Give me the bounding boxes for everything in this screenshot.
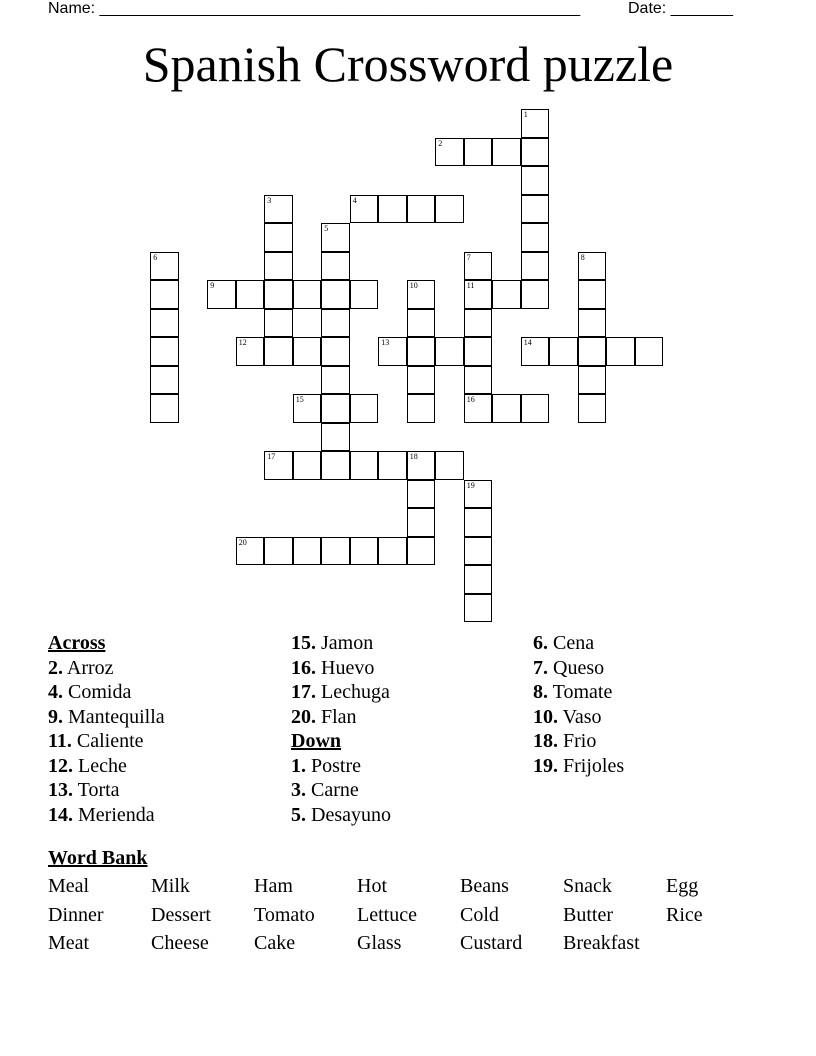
- clue-item-number: 5.: [291, 803, 306, 826]
- grid-cell[interactable]: [350, 280, 379, 309]
- clue-item-text: Mantequilla: [63, 705, 165, 728]
- clue-item-text: Torta: [73, 779, 120, 801]
- grid-cell[interactable]: [407, 480, 436, 509]
- grid-cell[interactable]: [464, 537, 493, 566]
- word-bank-item: Milk: [151, 875, 190, 897]
- clue-item-text: Arroz: [63, 656, 114, 679]
- word-bank-item: Dessert: [151, 904, 211, 926]
- grid-cell[interactable]: [521, 109, 550, 138]
- grid-cell[interactable]: [464, 280, 493, 309]
- date-field-label: Date: _______: [628, 0, 733, 17]
- word-bank-item: Custard: [460, 932, 523, 954]
- grid-cell[interactable]: [264, 309, 293, 338]
- clue-item-number: 13.: [48, 779, 73, 801]
- word-bank-item: Hot: [357, 875, 387, 897]
- clue-item-text: Tomate: [548, 681, 613, 703]
- grid-cell[interactable]: [464, 594, 493, 623]
- grid-cell[interactable]: [378, 537, 407, 566]
- word-bank-item: Snack: [563, 875, 612, 897]
- grid-cell[interactable]: [321, 309, 350, 338]
- grid-cell[interactable]: [407, 337, 436, 366]
- clue-item: [291, 680, 391, 705]
- grid-cell[interactable]: [521, 223, 550, 252]
- grid-cell[interactable]: [549, 337, 578, 366]
- grid-cell[interactable]: [578, 309, 607, 338]
- grid-cell[interactable]: [435, 195, 464, 224]
- grid-cell[interactable]: [150, 394, 179, 423]
- clue-item-text: Huevo: [316, 656, 375, 679]
- grid-cell[interactable]: [150, 309, 179, 338]
- grid-cell[interactable]: [350, 195, 379, 224]
- grid-cell[interactable]: [321, 394, 350, 423]
- clue-number: 6: [153, 252, 158, 262]
- clue-item-number: 14.: [48, 803, 73, 826]
- grid-cell[interactable]: [264, 337, 293, 366]
- grid-cell[interactable]: [578, 337, 607, 366]
- clue-number: 7: [466, 252, 471, 262]
- grid-cell[interactable]: [407, 366, 436, 395]
- clue-item-text: Lechuga: [316, 681, 390, 703]
- grid-cell[interactable]: [521, 280, 550, 309]
- word-bank-item: Cake: [254, 932, 296, 954]
- clue-item: [533, 680, 624, 705]
- clue-item-number: 12.: [48, 754, 73, 777]
- word-bank-item: Lettuce: [357, 904, 417, 926]
- word-bank-item: Beans: [460, 875, 509, 897]
- grid-cell[interactable]: [321, 223, 350, 252]
- clue-item-text: Carne: [306, 779, 359, 801]
- clue-item-number: 7.: [533, 656, 548, 679]
- grid-cell[interactable]: [521, 195, 550, 224]
- clue-item: [48, 778, 165, 803]
- grid-cell[interactable]: [464, 394, 493, 423]
- grid-cell[interactable]: [264, 252, 293, 281]
- grid-cell[interactable]: [378, 451, 407, 480]
- grid-cell[interactable]: [264, 451, 293, 480]
- clue-item-number: 16.: [291, 656, 316, 679]
- clue-item: [48, 729, 165, 754]
- grid-cell[interactable]: [264, 195, 293, 224]
- grid-cell[interactable]: [293, 451, 322, 480]
- grid-cell[interactable]: [407, 451, 436, 480]
- clue-item: [291, 631, 391, 656]
- grid-cell[interactable]: [464, 252, 493, 281]
- grid-cell[interactable]: [321, 337, 350, 366]
- grid-cell[interactable]: [464, 309, 493, 338]
- clue-item-number: 8.: [533, 681, 548, 703]
- grid-cell[interactable]: [350, 451, 379, 480]
- clue-number: 5: [324, 224, 329, 234]
- clue-item-number: 1.: [291, 754, 306, 777]
- grid-cell[interactable]: [578, 252, 607, 281]
- clue-item-number: 3.: [291, 779, 306, 801]
- clues-column-2: [291, 631, 391, 827]
- grid-cell[interactable]: [407, 394, 436, 423]
- clue-item: [291, 778, 391, 803]
- grid-cell[interactable]: [150, 252, 179, 281]
- grid-cell[interactable]: [407, 508, 436, 537]
- clue-item-text: Frijoles: [558, 754, 625, 777]
- grid-cell[interactable]: [521, 337, 550, 366]
- grid-cell[interactable]: [435, 451, 464, 480]
- name-field-label: Name: ______________________________________________________: [48, 0, 581, 17]
- grid-cell[interactable]: [435, 138, 464, 167]
- grid-cell[interactable]: [407, 195, 436, 224]
- grid-cell[interactable]: [521, 394, 550, 423]
- clue-item-number: 10.: [533, 705, 558, 728]
- clue-item-number: 18.: [533, 730, 558, 752]
- grid-cell[interactable]: [264, 537, 293, 566]
- word-bank-item: Egg: [666, 875, 699, 897]
- grid-cell[interactable]: [492, 138, 521, 167]
- grid-cell[interactable]: [321, 537, 350, 566]
- grid-cell[interactable]: [150, 337, 179, 366]
- clue-item-number: 11.: [48, 730, 72, 752]
- grid-cell[interactable]: [407, 280, 436, 309]
- grid-cell[interactable]: [321, 280, 350, 309]
- clue-number: 20: [238, 537, 247, 547]
- grid-cell[interactable]: [578, 394, 607, 423]
- clue-item-text: Leche: [73, 754, 127, 777]
- clue-item-number: 17.: [291, 681, 316, 703]
- grid-cell[interactable]: [492, 394, 521, 423]
- clues-column-1: [48, 631, 165, 827]
- clue-item-text: Comida: [63, 681, 132, 703]
- grid-cell[interactable]: [407, 309, 436, 338]
- grid-cell[interactable]: [635, 337, 664, 366]
- grid-cell[interactable]: [150, 366, 179, 395]
- clue-item-number: 2.: [48, 656, 63, 679]
- clue-number: 14: [523, 338, 532, 348]
- clue-item-number: 19.: [533, 754, 558, 777]
- page-title: Spanish Crossword puzzle: [142, 36, 674, 92]
- clue-item-number: 15.: [291, 632, 316, 654]
- grid-cell[interactable]: [464, 366, 493, 395]
- grid-cell[interactable]: [492, 280, 521, 309]
- grid-cell[interactable]: [321, 252, 350, 281]
- clue-number: 3: [267, 195, 272, 205]
- grid-cell[interactable]: [464, 337, 493, 366]
- clue-item: [291, 754, 391, 779]
- clue-number: 10: [409, 281, 418, 291]
- clue-item-number: 4.: [48, 681, 63, 703]
- grid-cell[interactable]: [464, 565, 493, 594]
- clue-item-text: Cena: [548, 632, 595, 654]
- grid-cell[interactable]: [236, 280, 265, 309]
- clue-item: [533, 754, 624, 779]
- clue-item: [48, 803, 165, 828]
- clue-number: 9: [210, 281, 215, 291]
- across-heading: Across: [48, 632, 106, 654]
- word-bank-item: Meal: [48, 875, 90, 897]
- grid-cell[interactable]: [293, 337, 322, 366]
- clue-number: 17: [267, 452, 276, 462]
- clue-item: [48, 680, 165, 705]
- clue-number: 13: [381, 338, 390, 348]
- clue-item-text: Caliente: [71, 730, 144, 752]
- grid-cell[interactable]: [606, 337, 635, 366]
- grid-cell[interactable]: [207, 280, 236, 309]
- grid-cell[interactable]: [321, 423, 350, 452]
- grid-cell[interactable]: [321, 366, 350, 395]
- grid-cell[interactable]: [150, 280, 179, 309]
- clue-item-text: Jamon: [316, 632, 374, 654]
- grid-cell[interactable]: [378, 195, 407, 224]
- grid-cell[interactable]: [236, 537, 265, 566]
- grid-cell[interactable]: [350, 394, 379, 423]
- grid-cell[interactable]: [264, 280, 293, 309]
- grid-cell[interactable]: [464, 508, 493, 537]
- grid-cell[interactable]: [578, 366, 607, 395]
- grid-cell[interactable]: [578, 280, 607, 309]
- grid-cell[interactable]: [321, 451, 350, 480]
- word-bank-heading: Word Bank: [48, 847, 148, 869]
- word-bank-item: Rice: [666, 904, 703, 926]
- down-clue-list: [291, 754, 391, 828]
- grid-cell[interactable]: [464, 138, 493, 167]
- word-bank-item: Ham: [254, 875, 293, 897]
- word-bank-item: Dinner: [48, 904, 104, 926]
- clue-item: [533, 656, 624, 681]
- clue-number: 18: [409, 452, 418, 462]
- clue-number: 15: [295, 395, 304, 405]
- across-clue-list: [48, 656, 165, 828]
- grid-cell[interactable]: [378, 337, 407, 366]
- clue-item-text: Flan: [316, 705, 357, 728]
- clue-item: [291, 705, 391, 730]
- clue-number: 2: [438, 138, 443, 148]
- clue-item: [48, 754, 165, 779]
- grid-cell[interactable]: [293, 394, 322, 423]
- down-clue-list-continued: [533, 631, 624, 778]
- down-heading: Down: [291, 730, 342, 752]
- clue-item-text: Merienda: [73, 803, 155, 826]
- word-bank-item: Breakfast: [563, 932, 640, 954]
- grid-cell[interactable]: [435, 337, 464, 366]
- clue-number: 8: [580, 252, 585, 262]
- clue-item-text: Frio: [558, 730, 597, 752]
- word-bank-item: Cold: [460, 904, 499, 926]
- clue-item-number: 9.: [48, 705, 63, 728]
- clue-item: [48, 656, 165, 681]
- clue-item: [533, 705, 624, 730]
- word-bank-item: Meat: [48, 932, 90, 954]
- grid-cell[interactable]: [236, 337, 265, 366]
- clue-number: 12: [238, 338, 247, 348]
- grid-cell[interactable]: [464, 480, 493, 509]
- clue-item: [533, 729, 624, 754]
- clue-item-text: Postre: [306, 754, 361, 777]
- across-clue-list-continued: [291, 631, 391, 729]
- clue-number: 4: [352, 195, 357, 205]
- clue-item-text: Desayuno: [306, 803, 391, 826]
- clue-item-text: Queso: [548, 656, 605, 679]
- clue-item: [48, 705, 165, 730]
- clue-item: [291, 656, 391, 681]
- grid-cell[interactable]: [521, 138, 550, 167]
- word-bank-item: Glass: [357, 932, 402, 954]
- grid-cell[interactable]: [407, 537, 436, 566]
- grid-cell[interactable]: [350, 537, 379, 566]
- clue-item: [533, 631, 624, 656]
- grid-cell[interactable]: [521, 252, 550, 281]
- grid-cell[interactable]: [521, 166, 550, 195]
- clue-item-number: 6.: [533, 632, 548, 654]
- word-bank-item: Cheese: [151, 932, 209, 954]
- clues-column-3: [533, 631, 624, 778]
- grid-cell[interactable]: [264, 223, 293, 252]
- clue-number: 16: [466, 395, 475, 405]
- word-bank-item: Tomato: [254, 904, 315, 926]
- clue-item: [291, 803, 391, 828]
- grid-cell[interactable]: [293, 537, 322, 566]
- grid-cell[interactable]: [293, 280, 322, 309]
- word-bank-item: Butter: [563, 904, 613, 926]
- clue-number: 19: [466, 480, 475, 490]
- clue-item-text: Vaso: [558, 705, 602, 728]
- clue-number: 1: [523, 110, 528, 120]
- clue-item-number: 20.: [291, 705, 316, 728]
- clue-number: 11: [466, 281, 475, 291]
